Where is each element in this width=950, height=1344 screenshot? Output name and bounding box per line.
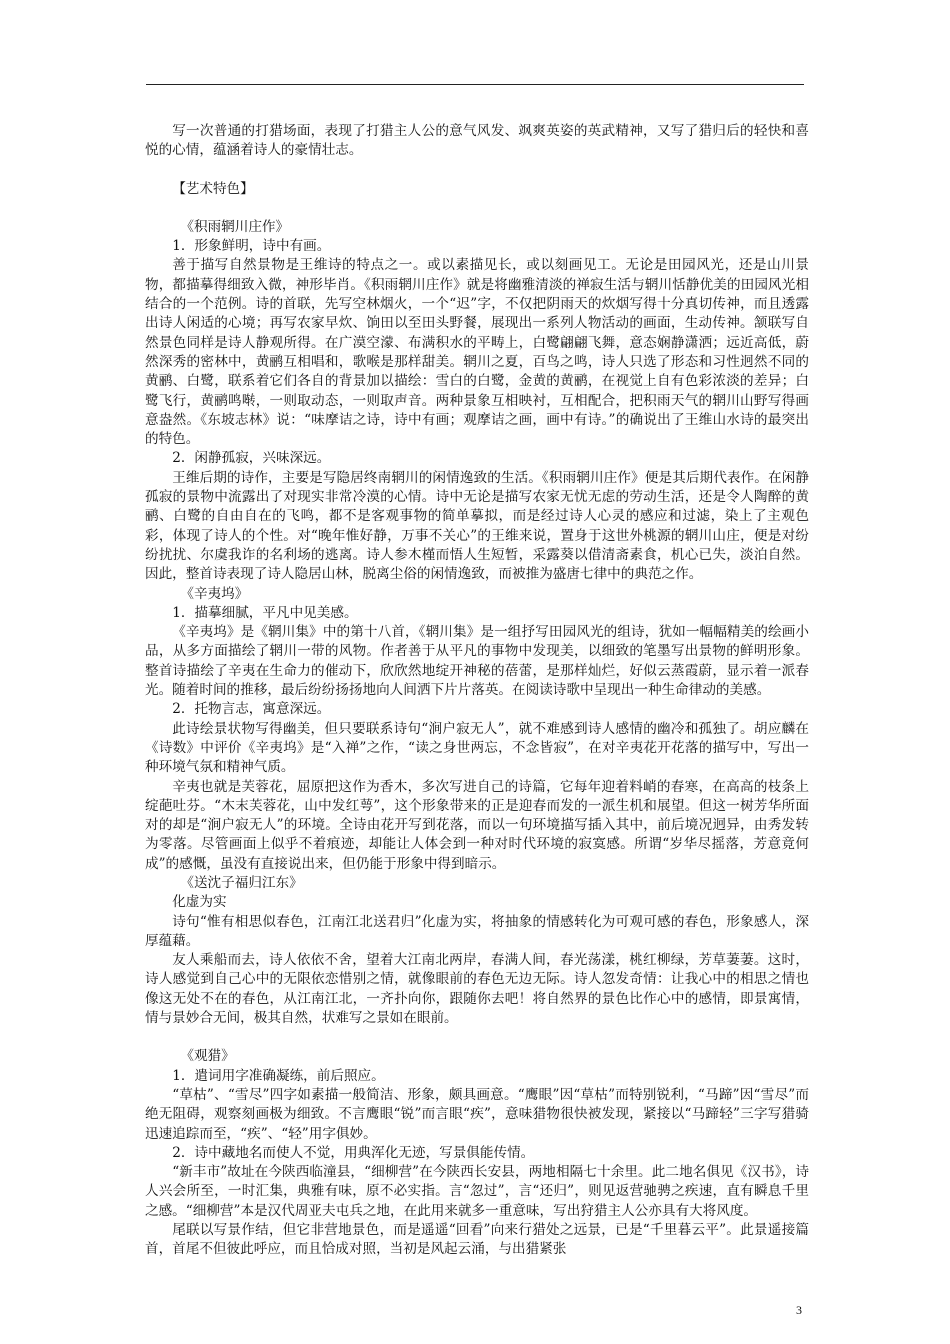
poem-title: 《辛夷坞》 [180, 585, 249, 602]
paragraph-intro: 写一次普通的打猎场面，表现了打猎主人公的意气风发、飒爽英姿的英武精神，又写了猎归后的轻快和喜悦的心情，蕴涵着诗人的豪情壮志。 [145, 123, 809, 159]
subheading: 2．诗中藏地名而使人不觉，用典浑化无迹，写景俱能传情。 [172, 1144, 535, 1161]
paragraph: “草枯”、“雪尽”四字如素描一般简洁、形象，颇具画意。“鹰眼”因“草枯”而特别锐利，“马蹄”因“雪尽”而绝无阻碍，观察刻画极为细致。不言鹰眼“锐”而言眼“疾”，意味猎物很快被发现，紧接以“马蹄轻”三字写猎骑迅速追踪而至，“疾”、“轻”用字俱妙。 [145, 1086, 809, 1142]
paragraph: 尾联以写景作结，但它非营地景色，而是遥遥“回看”向来行猎处之远景，已是“千里暮云平”。此景遥接篇首，首尾不但彼此呼应，而且恰成对照，当初是风起云涌，与出猎紧张 [145, 1222, 809, 1258]
paragraph: 友人乘船而去，诗人依依不舍，望着大江南北两岸，春满人间，春光荡漾，桃红柳绿，芳草萋萋。这时，诗人感觉到自己心中的无限依恋惜别之情，就像眼前的春色无边无际。诗人忽发奇情：让我心中的相思之情也像这无处不在的春色，从江南江北，一齐扑向你，跟随你去吧！将自然界的景色比作心中的感情，即景寓情，情与景妙合无间，极其自然，状难写之景如在眼前。 [145, 952, 809, 1027]
paragraph: 《辛夷坞》是《辋川集》中的第十八首，《辋川集》是一组抒写田园风光的组诗，犹如一幅幅精美的绘画小品，从多方面描绘了辋川一带的风物。作者善于从平凡的事物中发现美，以细致的笔墨写出景物的鲜明形象。整首诗描绘了辛夷在生命力的催动下，欣欣然地绽开神秘的蓓蕾，是那样灿烂，好似云蒸霞蔚，显示着一派春光。随着时间的推移，最后纷纷扬扬地向人间洒下片片落英。在阅读诗歌中呈现出一种生命律动的美感。 [145, 624, 809, 699]
poem-title: 《观猎》 [180, 1048, 235, 1065]
paragraph: 善于描写自然景物是王维诗的特点之一。或以素描见长，或以刻画见工。无论是田园风光，还是山川景物，都描摹得细致入微，神形毕肖。《积雨辋川庄作》就是将幽雅清淡的禅寂生活与辋川恬静优美的田园风光相结合的一个范例。诗的首联，先写空林烟火，一个“迟”字，不仅把阴雨天的炊烟写得十分真切传神，而且透露出诗人闲适的心境；再写农家早炊、饷田以至田头野餐，展现出一系列人物活动的画面，生动传神。颔联写自然景色同样是诗人静观所得。在广漠空濛、布满积水的平畴上，白鹭翩翩飞舞，意态娴静潇洒；远近高低，蔚然深秀的密林中，黄鹂互相唱和，歌喉是那样甜美。辋川之夏，百鸟之鸣，诗人只选了形态和习性迥然不同的黄鹂、白鹭，联系着它们各自的背景加以描绘：雪白的白鹭，金黄的黄鹂，在视觉上自有色彩浓淡的差异；白鹭飞行，黄鹂鸣啭，一则取动态，一则取声音。两种景象互相映衬，互相配合，把积雨天气的辋川山野写得画意盎然。《东坡志林》说：“味摩诘之诗，诗中有画；观摩诘之画，画中有诗。”的确说出了王维山水诗的最突出的特色。 [145, 257, 809, 448]
subheading: 2．托物言志，寓意深远。 [172, 701, 331, 718]
subheading: 2．闲静孤寂，兴味深远。 [172, 450, 331, 467]
subheading: 1．形象鲜明，诗中有画。 [172, 238, 331, 255]
section-heading: 【艺术特色】 [172, 180, 254, 197]
paragraph: 诗句“惟有相思似春色，江南江北送君归”化虚为实，将抽象的情感转化为可观可感的春色，形象感人，深厚蕴藉。 [145, 913, 809, 949]
paragraph: 辛夷也就是芙蓉花，屈原把这作为香木，多次写进自己的诗篇，它每年迎着料峭的春寒，在高高的枝条上绽葩吐芬。“木末芙蓉花，山中发红萼”，这个形象带来的正是迎春而发的一派生机和展望。但这一树芳华所面对的却是“涧户寂无人”的环境。全诗由花开写到花落，而以一句环境描写插入其中，前后境况迥异，由秀发转为零落。尽管画面上似乎不着痕迹，却能让人体会到一种对时代环境的寂寞感。所谓“岁华尽摇落，芳意竟何成”的感慨，虽没有直接说出来，但仍能于形象中得到暗示。 [145, 778, 809, 872]
paragraph: “新丰市”故址在今陕西临潼县，“细柳营”在今陕西长安县，两地相隔七十余里。此二地名俱见《汉书》，诗人兴会所至，一时汇集，典雅有味，原不必实指。言“忽过”，言“还归”，则见返营驰骋之疾速，直有瞬息千里之感。“细柳营”本是汉代周亚夫屯兵之地，在此用来就多一重意味，写出狩猎主人公亦具有大将风度。 [145, 1164, 809, 1219]
subheading: 1．描摹细腻，平凡中见美感。 [172, 604, 358, 621]
poem-title: 《积雨辋川庄作》 [180, 218, 290, 235]
poem-title: 《送沈子福归江东》 [180, 874, 303, 891]
paragraph: 王维后期的诗作，主要是写隐居终南辋川的闲情逸致的生活。《积雨辋川庄作》便是其后期代表作。在闲静孤寂的景物中流露出了对现实非常冷漠的心情。诗中无论是描写农家无忧无虑的劳动生活，还是令人陶醉的黄鹂、白鹭的自由自在的飞鸣，都不是客观事物的简单摹拟，而是经过诗人心灵的感应和过滤，染上了主观色彩，体现了诗人的个性。对“晚年惟好静，万事不关心”的王维来说，置身于这世外桃源的辋川山庄，便是对纷纷扰扰、尔虞我诈的名利场的逃离。诗人参木槿而悟人生短暂，采露葵以借清斋素食，机心已失，淡泊自然。因此，整首诗表现了诗人隐居山林，脱离尘俗的闲情逸致，而被推为盛唐七律中的典范之作。 [145, 469, 809, 583]
header-rule [146, 84, 804, 85]
subheading: 1．遣词用字准确凝练，前后照应。 [172, 1067, 385, 1084]
document-body [145, 122, 809, 1260]
paragraph: 此诗绘景状物写得幽美，但只要联系诗句“涧户寂无人”，就不难感到诗人感情的幽冷和孤独了。胡应麟在《诗数》中评价《辛夷坞》是“入禅”之作，“读之身世两忘，不念皆寂”，在对辛夷花开花落的描写中，写出一种环境气氛和精神气质。 [145, 720, 809, 776]
subheading: 化虚为实 [172, 894, 227, 911]
page-number: 3 [796, 1303, 802, 1317]
